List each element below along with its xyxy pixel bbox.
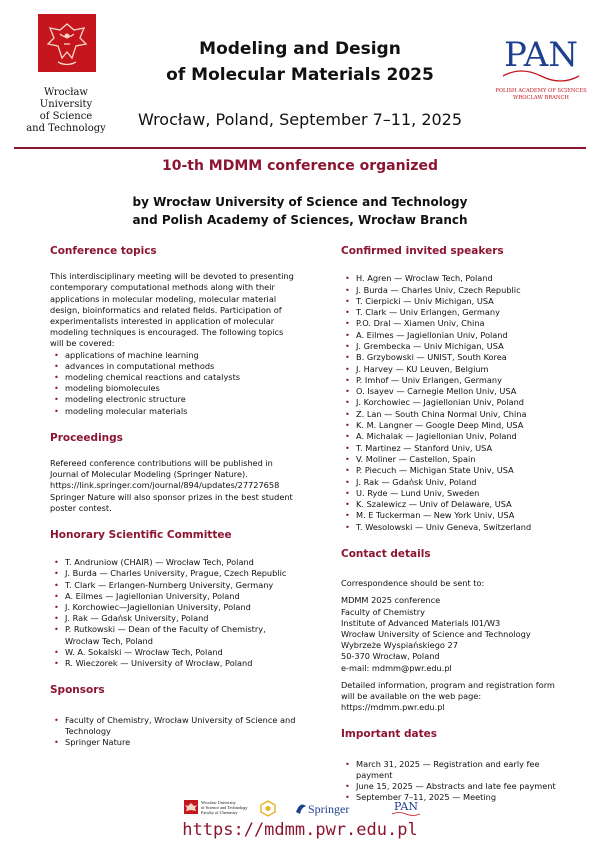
byline-line: and Polish Academy of Sciences, Wrocław Branch	[132, 213, 468, 227]
university-line: and Technology	[26, 123, 106, 134]
proceedings-link[interactable]: https://link.springer.com/journal/894/updates/27727658	[50, 480, 280, 491]
list-item: • R. Wieczorek — University of Wrocław, Poland	[50, 658, 296, 669]
pwr-small-text: Wrocław University	[201, 800, 236, 805]
dates-heading: Important dates	[341, 728, 438, 741]
headline: 10-th MDMM conference organized	[161, 158, 439, 174]
topics-heading: Conference topics	[50, 245, 157, 257]
title-line: of Molecular Materials 2025	[166, 65, 434, 85]
address-line: 50-370 Wrocław, Poland	[341, 651, 440, 662]
address-line: MDMM 2025 conference	[341, 595, 441, 606]
list-item: • modeling chemical reactions and catalysts	[50, 372, 296, 383]
list-item: • A. Michalak — Jagiellonian Univ, Poland	[341, 431, 567, 442]
speakers-heading: Confirmed invited speakers	[341, 245, 504, 257]
list-item: • J. Rak — Gdańsk Univ, Poland	[341, 477, 567, 488]
list-item: • A. Eilmes — Jagiellonian University, Poland	[50, 591, 296, 602]
list-item: • J. Grembecka — Univ Michigan, USA	[341, 341, 567, 352]
pwr-logo	[38, 14, 96, 72]
proceedings-text: Refereed conference contributions will be published in Journal of Molecular Modeling (Springer Nature).	[50, 458, 273, 480]
address-line: Faculty of Chemistry	[341, 606, 425, 617]
title-line: Modeling and Design	[199, 39, 401, 59]
chemistry-hexagon-icon	[261, 801, 275, 816]
list-item: • modeling electronic structure	[50, 394, 296, 405]
list-item: • P.O. Dral — Xiamen Univ, China	[341, 318, 567, 329]
address-line: Institute of Advanced Materials I01/W3	[341, 617, 501, 628]
list-item: • P. Rutkowski — Dean of the Faculty of Chemistry, Wrocław Tech, Poland	[50, 624, 296, 646]
list-item: • Z. Lan — South China Normal Univ, China	[341, 409, 567, 420]
list-item: • modeling biomolecules	[50, 383, 296, 394]
list-item: • U. Ryde — Lund Univ, Sweden	[341, 488, 567, 499]
contact-web-link[interactable]: https://mdmm.pwr.edu.pl	[341, 702, 445, 713]
list-item: • K. M. Langner — Google Deep Mind, USA	[341, 420, 567, 431]
address-line: Wrocław University of Science and Technology	[341, 629, 531, 640]
byline	[0, 193, 600, 229]
pan-small-label: PAN	[394, 800, 418, 813]
list-item: • applications of machine learning	[50, 350, 296, 361]
list-item: • modeling molecular materials	[50, 406, 296, 417]
list-item: • J. Rak — Gdańsk University, Poland	[50, 613, 296, 624]
list-item: • A. Eilmes — Jagiellonian Univ, Poland	[341, 330, 567, 341]
contact-info: Detailed information, program and registration form will be available on the web page:	[341, 679, 555, 702]
list-item: • P. Piecuch — Michigan State Univ, USA	[341, 465, 567, 476]
list-item: • Springer Nature	[50, 737, 296, 748]
list-item: • June 15, 2025 — Abstracts and late fee payment	[341, 781, 567, 792]
footer-logos	[180, 797, 420, 819]
place-date: Wrocław, Poland, September 7–11, 2025	[137, 110, 463, 129]
proceedings-prizes: Springer Nature will also sponsor prizes in the best student poster contest.	[50, 491, 293, 513]
header-divider	[14, 147, 586, 149]
committee-heading: Honorary Scientific Committee	[50, 529, 232, 542]
pan-logo	[495, 28, 587, 106]
list-item: • J. Korchowiec—Jagiellonian University, Poland	[50, 602, 296, 613]
topics-intro: This interdisciplinary meeting will be devoted to presenting contemporary computational methods along with their applications in molecular modeling, molecular material design, bioinformatics and related fields. Participation of experimentalists interested in application of molecular modeling techniques is encouraged. The following topics will be covered:	[50, 271, 294, 349]
list-item: • M. E Tuckerman — New York Univ, USA	[341, 510, 567, 521]
contact-heading: Contact details	[341, 548, 431, 561]
list-item: • J. Korchowiec — Jagiellonian Univ, Poland	[341, 397, 567, 408]
pan-acronym: PAN	[503, 35, 579, 75]
list-item: • H. Agren — Wroclaw Tech, Poland	[341, 273, 567, 284]
contact-email[interactable]: e-mail: mdmm@pwr.edu.pl	[341, 662, 452, 673]
list-item: • J. Burda — Charles Univ, Czech Republic	[341, 285, 567, 296]
university-line: Wrocław	[44, 87, 88, 98]
list-item: • T. Clark — Erlangen-Nurnberg University, Germany	[50, 580, 296, 591]
speakers-list	[341, 273, 567, 533]
pan-line1: POLISH ACADEMY OF SCIENCES	[495, 88, 587, 94]
list-item: • September 7–11, 2025 — Meeting	[341, 792, 567, 803]
list-item: • March 31, 2025 — Registration and early fee payment	[341, 759, 567, 781]
proceedings-heading: Proceedings	[50, 431, 123, 444]
pwr-small-text: Faculty of Chemistry	[201, 810, 238, 815]
pwr-small-text: of Science and Technology	[201, 805, 248, 810]
contact-intro: Correspondence should be sent to:	[341, 578, 485, 589]
springer-label: Springer	[308, 802, 350, 816]
conference-title	[140, 36, 460, 88]
list-item: • T. Wesolowski — Univ Geneva, Switzerland	[341, 522, 567, 533]
list-item: • J. Harvey — KU Leuven, Belgium	[341, 364, 567, 375]
list-item: • T. Andruniow (CHAIR) — Wrocław Tech, Poland	[50, 557, 296, 568]
university-name	[16, 87, 116, 135]
left-column	[50, 246, 296, 748]
contact-address	[341, 595, 567, 673]
university-line: University	[39, 99, 93, 110]
address-line: Wybrzeże Wyspiańskiego 27	[341, 640, 458, 651]
list-item: • K. Szalewicz — Univ of Delaware, USA	[341, 499, 567, 510]
list-item: • W. A. Sokalski — Wrocław Tech, Poland	[50, 647, 296, 658]
list-item: • Faculty of Chemistry, Wrocław University of Science and Technology	[50, 715, 296, 737]
topics-list	[50, 350, 296, 417]
list-item: • advances in computational methods	[50, 361, 296, 372]
list-item: • O. Isayev — Carnegie Mellon Univ, USA	[341, 386, 567, 397]
sponsors-heading: Sponsors	[50, 684, 105, 697]
list-item: • J. Burda — Charles University, Prague, Czech Republic	[50, 568, 296, 579]
list-item: • T. Cierpicki — Univ Michigan, USA	[341, 296, 567, 307]
list-item: • P. Imhof — Univ Erlangen, Germany	[341, 375, 567, 386]
list-item: • T. Clark — Univ Erlangen, Germany	[341, 307, 567, 318]
list-item: • T. Martinez — Stanford Univ, USA	[341, 443, 567, 454]
sponsors-list	[50, 715, 296, 749]
list-item: • V. Moliner — Castellon, Spain	[341, 454, 567, 465]
university-line: of Science	[39, 111, 93, 122]
springer-horse-icon	[296, 804, 306, 814]
byline-line: by Wrocław University of Science and Technology	[132, 195, 468, 209]
footer-url[interactable]: https://mdmm.pwr.edu.pl	[182, 820, 418, 840]
committee-list	[50, 557, 296, 669]
right-column	[341, 246, 567, 803]
list-item: • B. Grzybowski — UNIST, South Korea	[341, 352, 567, 363]
pan-line2: WROCLAW BRANCH	[513, 95, 569, 101]
